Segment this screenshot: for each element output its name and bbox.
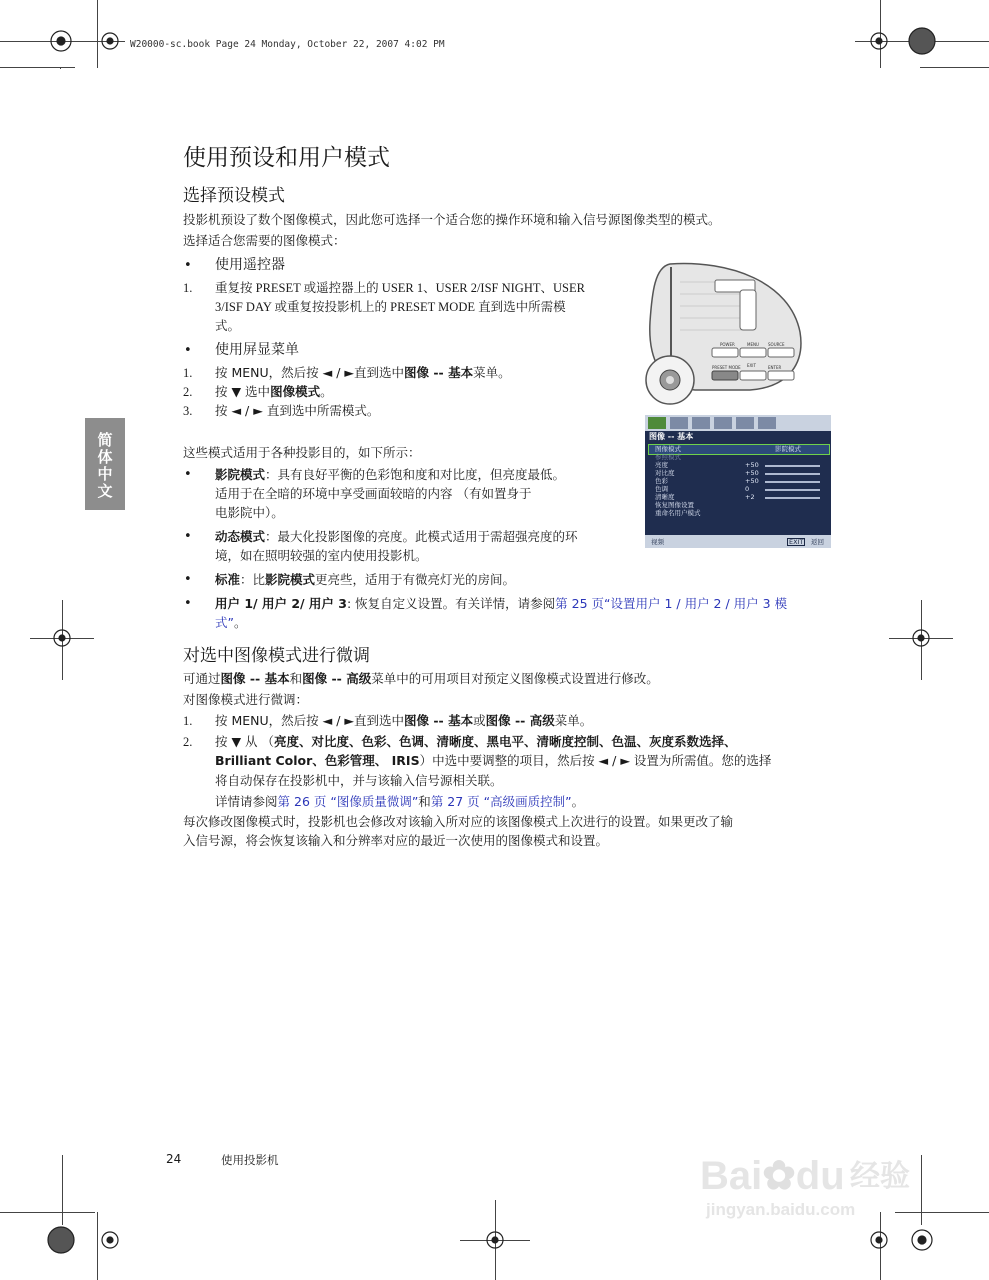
svg-text:ENTER: ENTER: [768, 365, 782, 370]
osd-footer: [645, 535, 831, 548]
paragraph: 对图像模式进行微调：: [183, 692, 309, 707]
svg-text:POWER: POWER: [720, 342, 735, 347]
section-title-preset: 选择预设模式: [183, 186, 285, 206]
osd-tab-strip: [645, 415, 831, 431]
osd-row-value: +50: [745, 469, 759, 477]
osd-row-label: 对比度: [655, 469, 675, 477]
bullet: •: [184, 258, 192, 273]
baidu-watermark: [700, 1152, 940, 1222]
osd-slider: [765, 497, 820, 499]
step-text: 重复按 PRESET 或遥控器上的 USER 1、USER 2/ISF NIGHT、USER: [215, 281, 585, 295]
cross-ref-link[interactable]: 第 25 页“设置用户 1 / 用户 2 / 用户 3 模: [555, 596, 788, 611]
paragraph: 选择适合您需要的图像模式：: [183, 233, 346, 248]
osd-footer-right: 返回: [811, 538, 824, 546]
osd-slider: [765, 473, 820, 475]
image-tab-icon: [648, 417, 666, 429]
step-number: 2.: [183, 735, 193, 749]
bullet: •: [184, 572, 192, 587]
paw-icon: ✿: [762, 1154, 796, 1198]
mode-dynamic-line: 境，如在照明较强的室内使用投影机。: [215, 548, 428, 563]
osd-row-label: 恢复图像设置: [655, 501, 694, 509]
paragraph: 入信号源，将会恢复该输入和分辨率对应的最近一次使用的图像模式和设置。: [183, 833, 609, 848]
subheading-osd: 使用屏显菜单: [215, 342, 299, 358]
step-number: 1.: [183, 714, 193, 728]
step-number: 3.: [183, 404, 193, 418]
svg-text:SOURCE: SOURCE: [768, 342, 785, 347]
watermark-logo: Bai✿du: [700, 1154, 845, 1198]
settings-tab-icon: [736, 417, 754, 429]
paragraph: 每次修改图像模式时，投影机也会修改对该输入所对应的该图像模式上次进行的设置。如果更改了输: [183, 814, 734, 829]
osd-exit-key: EXIT: [789, 538, 804, 546]
osd-row-label: 清晰度: [655, 493, 675, 501]
cross-ref-link[interactable]: 式”: [215, 615, 234, 630]
bullet: •: [184, 467, 192, 482]
osd-row-value: +50: [745, 461, 759, 469]
step-text: 3/ISF DAY 或重复按投影机上的 PRESET MODE 直到选中所需模: [215, 300, 566, 314]
book-header: W20000-sc.book Page 24 Monday, October 22, 2007 4:02 PM: [130, 39, 445, 50]
svg-text:EXIT: EXIT: [747, 363, 756, 368]
mode-cinema: 影院模式：具有良好平衡的色彩饱和度和对比度，但亮度最低。: [215, 467, 566, 482]
language-side-tab: [85, 418, 125, 510]
step-text: 按 MENU，然后按 ◄ / ►直到选中图像 -- 基本或图像 -- 高级菜单。: [215, 713, 593, 728]
osd-row-label: 色调: [655, 485, 668, 493]
step-text: 按 ▼ 选中图像模式。: [215, 384, 333, 399]
footer-section: 使用投影机: [221, 1153, 279, 1167]
watermark-url: jingyan.baidu.com: [706, 1200, 856, 1219]
settings-tab-icon: [670, 417, 688, 429]
cross-ref-link[interactable]: 第 27 页 “高级画质控制”: [430, 794, 572, 809]
page-number: 24: [166, 1152, 182, 1166]
step-text: 式。: [215, 318, 241, 333]
osd-row-label: 参照模式: [655, 453, 681, 461]
bullet: •: [184, 596, 192, 611]
step-number: 1.: [183, 366, 193, 380]
bullet: •: [184, 343, 192, 358]
osd-row-label: 重命名用户模式: [655, 509, 701, 517]
info-tab-icon: [758, 417, 776, 429]
section-title-finetune: 对选中图像模式进行微调: [183, 646, 370, 666]
subheading-remote: 使用遥控器: [215, 257, 285, 273]
osd-menu-title: 图像 -- 基本: [649, 432, 694, 441]
step-text: 详情请参阅第 26 页 “图像质量微调”和第 27 页 “高级画质控制”。: [215, 794, 585, 809]
osd-row-value: +50: [745, 477, 759, 485]
paragraph: 投影机预设了数个图像模式，因此您可选择一个适合您的操作环境和输入信号源图像类型的模式。: [183, 212, 721, 227]
step-number: 2.: [183, 385, 193, 399]
side-tab-label: 简 体 中 文: [97, 431, 113, 500]
osd-slider: [765, 481, 820, 483]
osd-row-label: 色彩: [655, 477, 668, 485]
osd-slider: [765, 465, 820, 467]
mode-standard: 标准：比影院模式更亮些，适用于有微亮灯光的房间。: [215, 572, 516, 587]
settings-tab-icon: [692, 417, 710, 429]
osd-row-value: 0: [745, 485, 750, 493]
mode-user: 用户 1/ 用户 2/ 用户 3: 恢复自定义设置。有关详情，请参阅第 25 页“设置用户 1 / 用户 2 / 用户 3 模: [215, 596, 788, 611]
paragraph: 可通过图像 -- 基本和图像 -- 高级菜单中的可用项目对预定义图像模式设置进行修改。: [183, 671, 659, 686]
mode-cinema-line: 电影院中）。: [215, 505, 284, 520]
mode-dynamic: 动态模式：最大化投影图像的亮度。此模式适用于需超强亮度的环: [215, 529, 578, 544]
remote-control-illustration: [640, 262, 835, 412]
osd-menu: [645, 431, 831, 548]
mode-user-line: 式”。: [215, 615, 247, 630]
svg-text:PRESET MODE: PRESET MODE: [712, 365, 741, 370]
page-title: 使用预设和用户模式: [183, 145, 390, 171]
watermark-jingyan: 经验: [850, 1159, 910, 1194]
step-text: Brilliant Color、色彩管理、 IRIS）中选中要调整的项目，然后按 ◄ / ► 设置为所需值。您的选择: [215, 753, 772, 768]
settings-tab-icon: [714, 417, 732, 429]
step-text: 按 MENU，然后按 ◄ / ►直到选中图像 -- 基本菜单。: [215, 365, 511, 380]
step-text: 将自动保存在投影机中，并与该输入信号源相关联。: [215, 773, 503, 788]
osd-row-value: +2: [745, 493, 755, 501]
osd-footer-left: 视频: [651, 538, 664, 546]
osd-row-value: 影院模式: [775, 445, 801, 453]
osd-row-label: 图像模式: [655, 445, 681, 453]
svg-text:MENU: MENU: [747, 342, 759, 347]
cross-ref-link[interactable]: 第 26 页 “图像质量微调”: [277, 794, 419, 809]
osd-slider: [765, 489, 820, 491]
step-text: 按 ▼ 从 （亮度、对比度、色彩、色调、清晰度、黑电平、清晰度控制、色温、灰度系数选择、: [215, 734, 737, 749]
osd-row-label: 亮度: [655, 461, 668, 469]
bullet: •: [184, 529, 192, 544]
step-text: 按 ◄ / ► 直到选中所需模式。: [215, 403, 380, 418]
step-number: 1.: [183, 281, 193, 295]
mode-cinema-line: 适用于在全暗的环境中享受画面较暗的内容 （有如置身于: [215, 486, 532, 501]
paragraph: 这些模式适用于各种投影目的，如下所示：: [183, 445, 421, 460]
